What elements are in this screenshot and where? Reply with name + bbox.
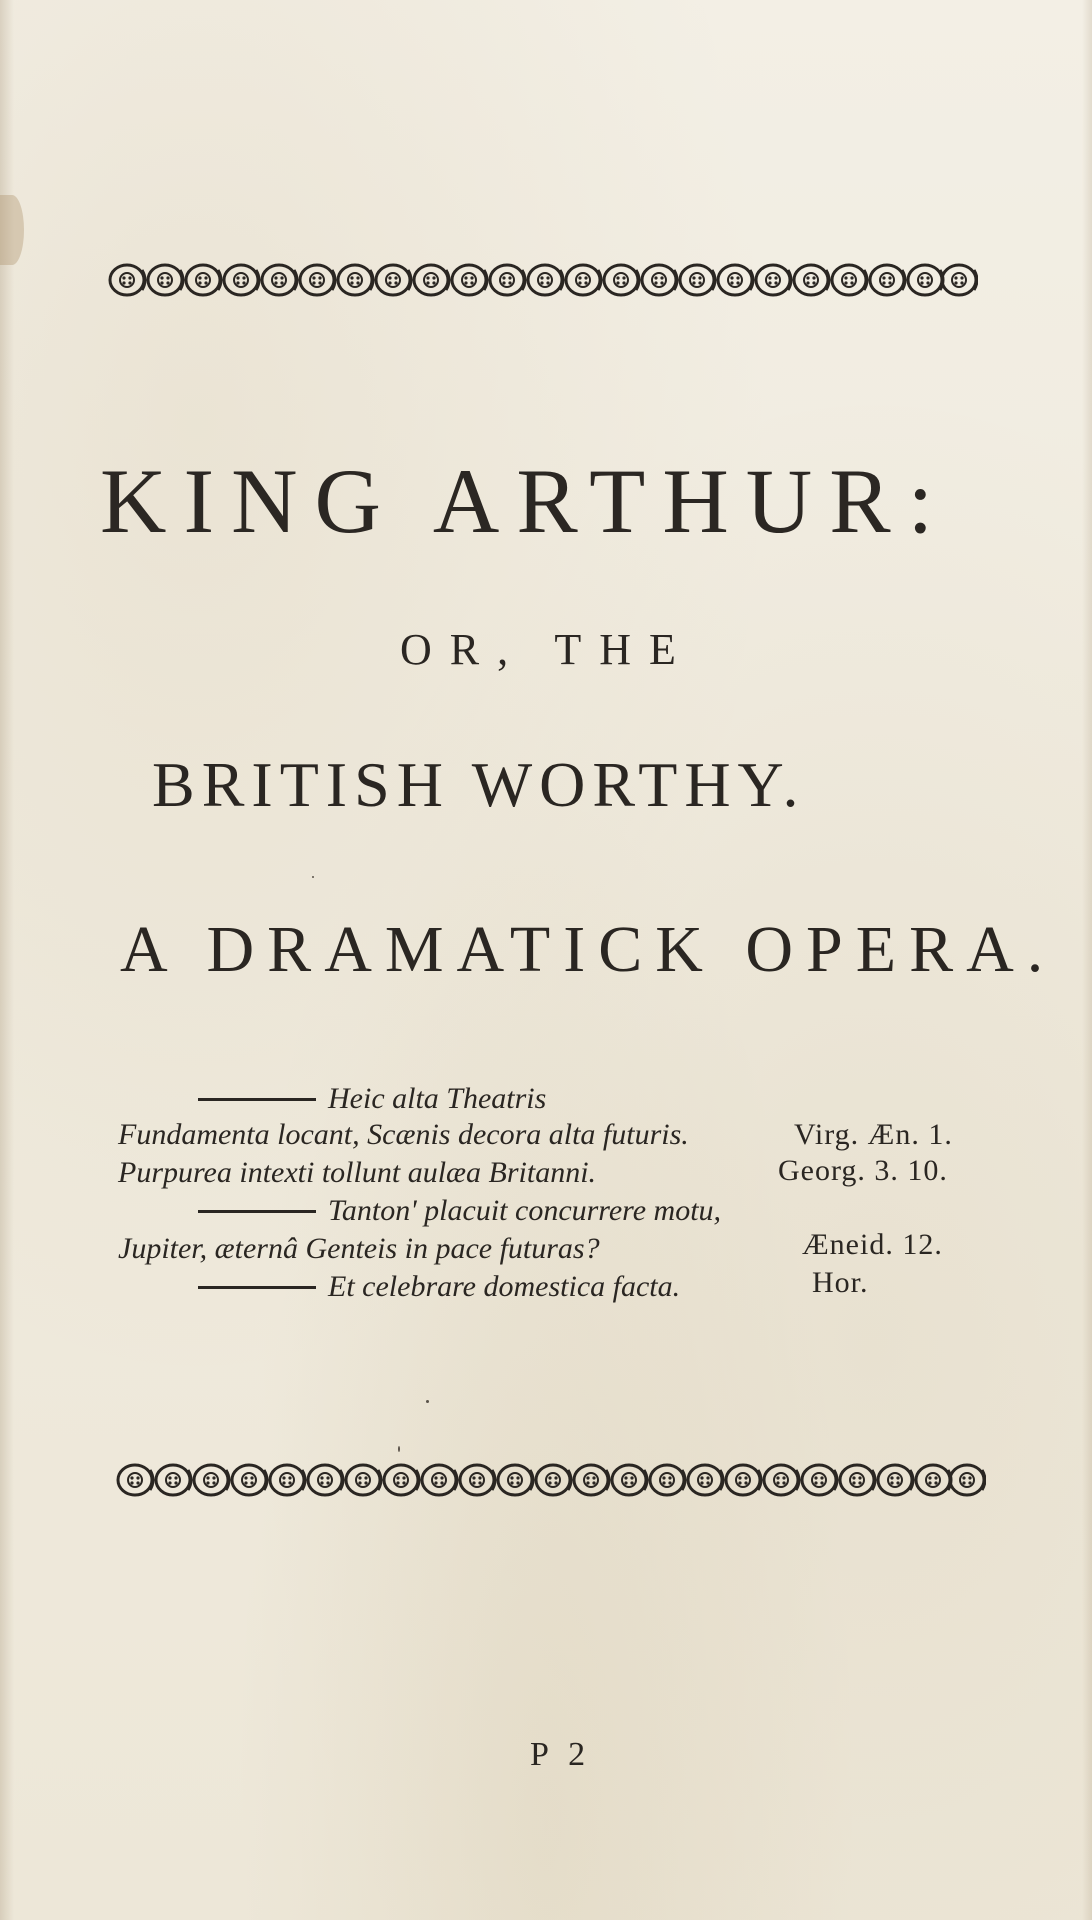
title-line-king-arthur: KING ARTHUR: <box>100 450 951 552</box>
epigraph-line: Jupiter, æternâ Genteis in pace futuras? <box>118 1232 600 1265</box>
epigraph-line: Tanton' placuit concurrere motu, <box>198 1194 721 1228</box>
paper-stain <box>0 195 24 265</box>
epigraph <box>118 1082 998 1312</box>
dash-rule <box>198 1098 316 1101</box>
title-line-dramatick-opera <box>120 912 1057 988</box>
page-edge-shadow-right <box>1082 0 1092 1920</box>
signature-mark: P 2 <box>530 1736 592 1773</box>
epigraph-line: Heic alta Theatris <box>198 1082 546 1116</box>
ink-speck <box>398 1446 400 1452</box>
epigraph-reference: Hor. <box>812 1266 869 1299</box>
dash-rule <box>198 1286 316 1289</box>
epigraph-reference: Virg. Æn. 1. <box>794 1118 953 1151</box>
epigraph-reference: Æneid. 12. <box>802 1228 943 1261</box>
epigraph-line: Fundamenta locant, Scænis decora alta futuris. <box>118 1118 689 1151</box>
ink-speck <box>312 876 314 878</box>
ink-speck <box>426 1400 429 1403</box>
dash-rule <box>198 1210 316 1213</box>
opera-subtitle-text: A DRAMATICK OPERA. <box>120 913 1057 986</box>
title-line-british-worthy: BRITISH WORTHY. <box>152 749 806 820</box>
ornament-border-top <box>108 256 978 304</box>
epigraph-line: Purpurea intexti tollunt aulæa Britanni. <box>118 1156 597 1189</box>
epigraph-reference: Georg. 3. 10. <box>778 1154 948 1187</box>
page-edge-shadow-left <box>0 0 14 1920</box>
title-line-or-the: OR, THE <box>400 625 694 674</box>
ornament-border-bottom <box>116 1456 986 1504</box>
epigraph-line: Et celebrare domestica facta. <box>198 1270 680 1304</box>
